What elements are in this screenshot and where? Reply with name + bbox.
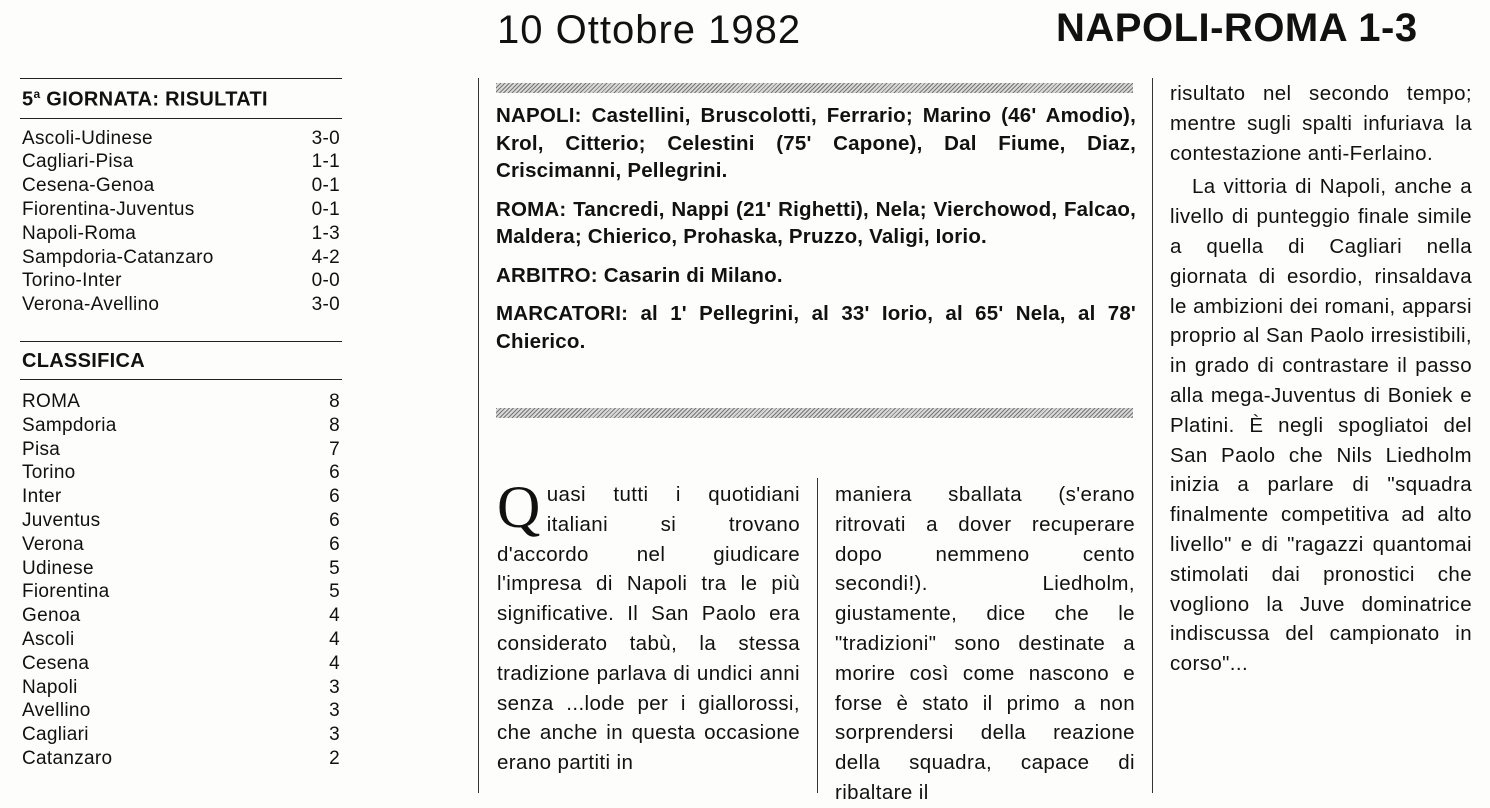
result-row — [22, 269, 342, 293]
standings-row — [22, 652, 342, 676]
article-column-1 — [497, 474, 800, 778]
result-row-label: Verona-Avellino — [22, 294, 160, 316]
standings-row-value: 4 — [329, 629, 340, 650]
drop-cap: Q — [497, 474, 541, 540]
hatch-rule-top — [496, 83, 1133, 93]
standings-row — [22, 485, 342, 509]
standings-row-value: 5 — [329, 581, 340, 603]
standings-row-label: Genoa — [22, 605, 81, 627]
standings-row-value: 5 — [329, 557, 340, 579]
standings-row — [22, 604, 342, 628]
result-row-value: 1-1 — [311, 151, 340, 173]
napoli-lineup: NAPOLI: Castellini, Bruscolotti, Ferrario; Marino (46' Amodio), Krol, Citterio; Celestini (75' Capone), Dal Fiume, Diaz, Criscimanni, Pellegrini. — [496, 104, 1136, 182]
standings-title: CLASSIFICA — [22, 350, 145, 373]
match-headline: NAPOLI-ROMA 1-3 — [1056, 6, 1418, 50]
result-row-label: Napoli-Roma — [22, 222, 137, 244]
article-date: 10 Ottobre 1982 — [497, 8, 802, 52]
result-row — [22, 127, 342, 151]
standings-row-label: Torino — [22, 462, 76, 484]
standings-row-value: 4 — [329, 605, 340, 627]
result-row-value: 0-1 — [311, 175, 340, 197]
standings-row — [22, 557, 342, 581]
result-row-value: 4-2 — [311, 246, 340, 268]
article-text: La vittoria di Napoli, anche a livello di punteggio finale simile a quella di Cagliari nella giornata di esordio, rinsaldava le ambizioni dei romani, apparsi proprio al San Paolo irresistibili, in grado di contrastare il passo alla mega-Juventus di Boniek e Platini. È negli spogliatoi del San Paolo che Nils Liedholm inizia a parlare di "squadra finalmente competitiva ad alto livello" e di "ragazzi quantomai stimolati dai pronostici che vogliono la Juve dominatrice indiscussa del campionato in corso"... — [1170, 175, 1472, 676]
standings-row-label: Verona — [22, 533, 85, 555]
result-row-value: 0-1 — [311, 199, 340, 221]
standings-row-value: 8 — [329, 414, 340, 436]
result-row — [22, 222, 342, 246]
article-text: uasi tutti i quotidiani italiani si trovano d'accordo nel giudicare l'impresa di Napoli tra le più significative. Il San Paolo era considerato tabù, la stessa tradizione parlava di undici anni senza ...lode per i giallorossi, che anche in questa occasione erano partiti in — [497, 483, 800, 775]
standings-row-value: 6 — [329, 533, 340, 555]
standings-row — [22, 628, 342, 652]
result-row-value: 3-0 — [311, 127, 340, 149]
result-row — [22, 198, 342, 222]
standings-row-label: Pisa — [22, 438, 61, 460]
standings-list — [20, 380, 342, 771]
standings-row — [22, 676, 342, 700]
result-row-value: 1-3 — [311, 222, 340, 244]
article-column-2 — [835, 480, 1135, 808]
sidebar — [20, 78, 342, 771]
result-row — [22, 174, 342, 198]
standings-row — [22, 414, 342, 438]
standings-row-label: ROMA — [22, 391, 81, 413]
standings-row-value: 2 — [329, 747, 340, 769]
standings-row — [22, 438, 342, 462]
scorers: MARCATORI: al 1' Pellegrini, al 33' Iorio, al 65' Nela, al 78' Chierico. — [496, 302, 1136, 353]
standings-row-label: Catanzaro — [22, 747, 113, 769]
standings-row — [22, 533, 342, 557]
referee: ARBITRO: Casarin di Milano. — [496, 263, 783, 287]
column-divider — [1152, 78, 1153, 793]
standings-row-value: 6 — [329, 462, 340, 484]
result-row-label: Torino-Inter — [22, 270, 122, 292]
standings-row-label: Ascoli — [22, 629, 75, 650]
column-divider — [478, 78, 479, 793]
standings-row-label: Cagliari — [22, 724, 89, 746]
result-row — [22, 246, 342, 270]
standings-row — [22, 390, 342, 414]
article-column-3 — [1170, 79, 1472, 679]
article-text: maniera sballata (s'erano ritrovati a dover recuperare dopo nemmeno cento secondi!). Liedholm, giustamente, dice che le "tradizioni" sono destinate a morire così come nascono e forse è stato il primo a non sorprendersi della reazione della squadra, capace di ribaltare il — [835, 483, 1135, 804]
standings-row-label: Fiorentina — [22, 581, 110, 603]
result-row-label: Fiorentina-Juventus — [22, 199, 195, 221]
results-list — [20, 119, 342, 317]
standings-row — [22, 747, 342, 771]
result-row-label: Cagliari-Pisa — [22, 151, 134, 173]
article-text: risultato nel secondo tempo; mentre sugli spalti infuriava la contestazione anti-Ferlaino. — [1170, 82, 1472, 165]
standings-row-value: 3 — [329, 724, 340, 746]
standings-row-value: 6 — [329, 486, 340, 508]
column-divider — [817, 478, 818, 793]
standings-row-value: 8 — [329, 391, 340, 413]
standings-row — [22, 461, 342, 485]
standings-row-label: Inter — [22, 486, 62, 508]
standings-row-value: 4 — [329, 652, 340, 674]
result-row-label: Sampdoria-Catanzaro — [22, 246, 214, 268]
result-row-value: 0-0 — [311, 270, 340, 292]
result-row — [22, 293, 342, 317]
result-row-value: 3-0 — [311, 294, 340, 316]
standings-row — [22, 509, 342, 533]
standings-row-value: 3 — [329, 676, 340, 698]
standings-row-value: 6 — [329, 510, 340, 532]
standings-row-label: Avellino — [22, 700, 91, 722]
lineups-box — [496, 102, 1136, 366]
standings-row-label: Udinese — [22, 557, 94, 579]
results-title: 5$^a$ GIORNATA: RISULTATI — [22, 87, 268, 111]
standings-row-label: Juventus — [22, 510, 101, 532]
standings-row — [22, 580, 342, 604]
standings-row — [22, 699, 342, 723]
result-row-label: Cesena-Genoa — [22, 175, 155, 197]
standings-row-value: 7 — [329, 438, 340, 460]
result-row — [22, 150, 342, 174]
standings-row-label: Sampdoria — [22, 414, 117, 436]
standings-row — [22, 723, 342, 747]
standings-row-label: Napoli — [22, 676, 78, 698]
standings-row-value: 3 — [329, 700, 340, 722]
hatch-rule-bottom — [496, 408, 1133, 418]
roma-lineup: ROMA: Tancredi, Nappi (21' Righetti), Nela; Vierchowod, Falcao, Maldera; Chierico, Prohaska, Pruzzo, Valigi, Iorio. — [496, 197, 1136, 248]
standings-row-label: Cesena — [22, 652, 90, 674]
result-row-label: Ascoli-Udinese — [22, 127, 153, 149]
